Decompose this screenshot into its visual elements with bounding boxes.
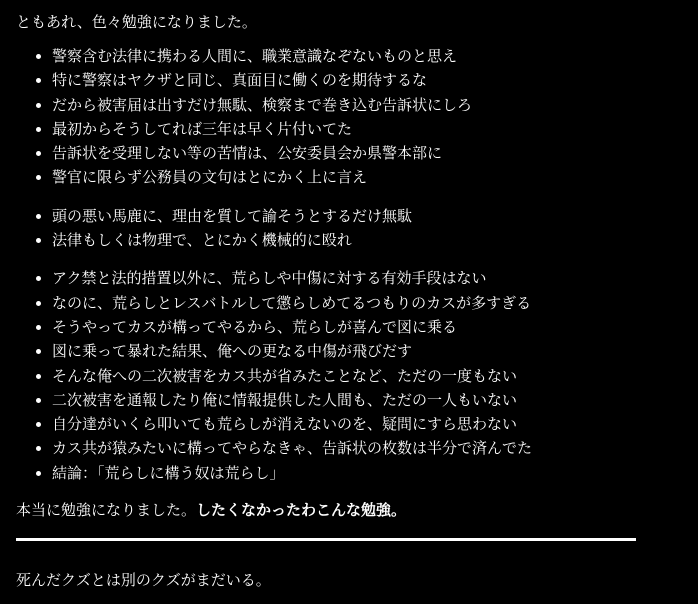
list-item: そうやってカスが構ってやるから、荒らしが喜んで図に乗る — [52, 315, 698, 339]
bullet-list-group-1 — [0, 44, 698, 190]
intro-paragraph: ともあれ、色々勉強になりました。 — [16, 13, 257, 31]
list-item: 図に乗って暴れた結果、俺への更なる中傷が飛びだす — [52, 339, 698, 363]
list-item: だから被害届は出すだけ無駄、検察まで巻き込む告訴状にしろ — [52, 93, 698, 117]
list-item: 警官に限らず公務員の文句はとにかく上に言え — [52, 165, 698, 189]
list-item: 告訴状を受理しない等の苦情は、公安委員会か県警本部に — [52, 141, 698, 165]
tail-paragraph: 死んだクズとは別のクズがまだいる。 — [16, 570, 271, 589]
list-item: そんな俺への二次被害をカス共が省みたことなど、ただの一度もない — [52, 364, 698, 388]
list-item: 最初からそうしてれば三年は早く片付いてた — [52, 117, 698, 141]
list-item: 警察含む法律に携わる人間に、職業意識なぞないものと思え — [52, 44, 698, 68]
list-item: 頭の悪い馬鹿に、理由を質して諭そうとするだけ無駄 — [52, 204, 698, 228]
bullet-list-group-3 — [0, 266, 698, 485]
closing-bold-text: したくなかったわこんな勉強。 — [196, 501, 407, 520]
list-item: なのに、荒らしとレスバトルして懲らしめてるつもりのカスが多すぎる — [52, 291, 698, 315]
list-item: 二次被害を通報したり俺に情報提供した人間も、ただの一人もいない — [52, 388, 698, 412]
list-item: カス共が猿みたいに構ってやらなきゃ、告訴状の枚数は半分で済んでた — [52, 436, 698, 460]
bullet-list-group-2 — [0, 204, 698, 253]
list-item: アク禁と法的措置以外に、荒らしや中傷に対する有効手段はない — [52, 266, 698, 290]
list-group-separator — [0, 252, 698, 266]
closing-plain-text: 本当に勉強になりました。 — [16, 501, 197, 520]
list-item: 法律もしくは物理で、とにかく機械的に殴れ — [52, 228, 698, 252]
closing-paragraph — [16, 499, 698, 522]
list-group-separator — [0, 190, 698, 204]
list-item: 結論：「荒らしに構う奴は荒らし」 — [52, 461, 698, 485]
list-item: 自分達がいくら叩いても荒らしが消えないのを、疑問にすら思わない — [52, 412, 698, 436]
list-item: 特に警察はヤクザと同じ、真面目に働くのを期待するな — [52, 68, 698, 92]
horizontal-rule — [16, 538, 636, 541]
